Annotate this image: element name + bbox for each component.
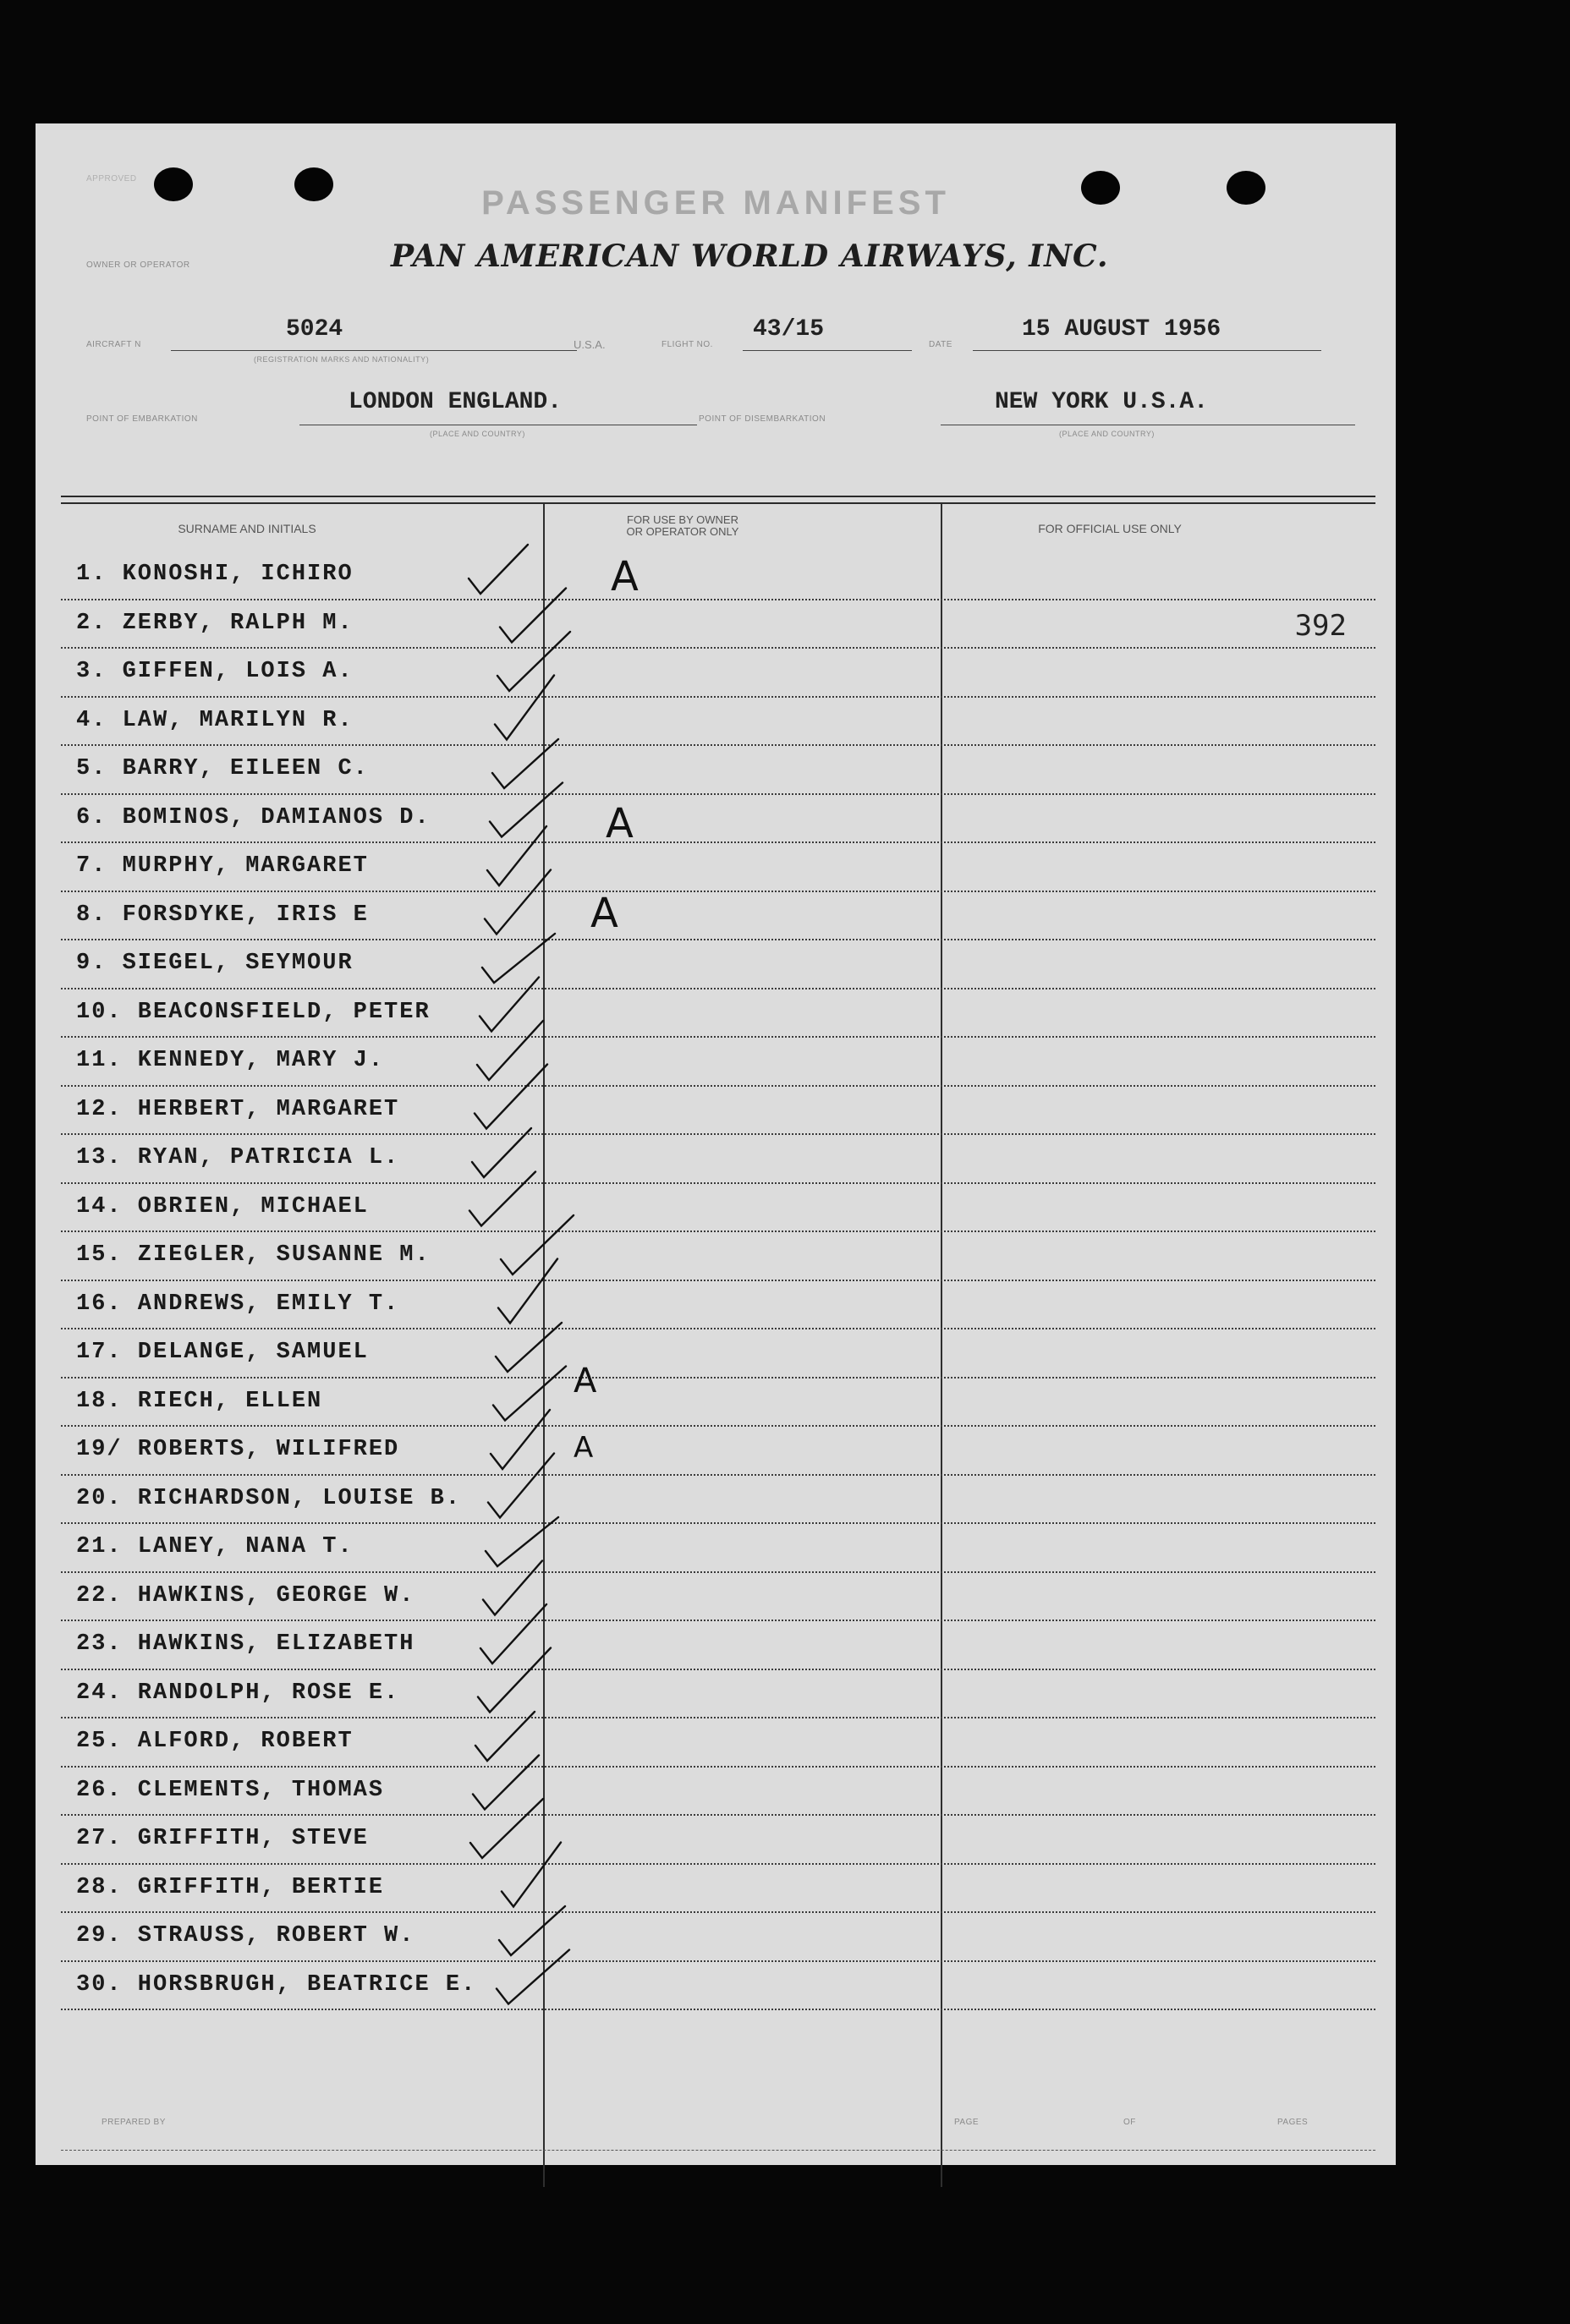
passenger-row: 10. BEACONSFIELD, PETER [76,999,431,1025]
passenger-row: 8. FORSDYKE, IRIS E [76,902,369,928]
handwritten-mark: A [606,800,634,847]
owner-label: OWNER OR OPERATOR [86,260,190,270]
prepared-by-label: PREPARED BY [102,2118,166,2127]
disembarkation-place: NEW YORK U.S.A. [995,389,1209,415]
check-mark [480,1604,546,1664]
date-label: DATE [929,340,952,349]
passenger-row: 12. HERBERT, MARGARET [76,1096,400,1122]
passenger-row: 24. RANDOLPH, ROSE E. [76,1680,400,1706]
embarkation-caption: (PLACE AND COUNTRY) [430,430,525,438]
flight-date: 15 AUGUST 1956 [1022,316,1221,343]
handwritten-mark: A [611,553,639,600]
check-mark [477,1021,543,1080]
official-column-header: FOR OFFICIAL USE ONLY [1038,522,1182,535]
passenger-row: 3. GIFFEN, LOIS A. [76,659,354,684]
passenger-row: 17. DELANGE, SAMUEL [76,1340,369,1365]
passenger-row: 23. HAWKINS, ELIZABETH [76,1631,415,1657]
passenger-row: 18. RIECH, ELLEN [76,1388,323,1414]
usa-label: U.S.A. [574,338,606,351]
disembarkation-caption: (PLACE AND COUNTRY) [1059,430,1155,438]
passenger-row: 4. LAW, MARILYN R. [76,707,354,733]
check-marks [36,123,1396,2165]
aircraft-number: 5024 [286,316,343,343]
passenger-row: 25. ALFORD, ROBERT [76,1729,354,1754]
passenger-row: 5. BARRY, EILEEN C. [76,756,369,781]
check-mark [500,589,566,643]
passenger-row: 6. BOMINOS, DAMIANOS D. [76,804,431,830]
check-mark [483,1561,542,1615]
passenger-row: 11. KENNEDY, MARY J. [76,1048,385,1073]
check-mark [493,1367,566,1421]
check-mark [469,545,528,594]
check-mark [470,1799,543,1858]
check-mark [480,978,539,1032]
handwritten-mark: A [590,890,618,937]
passenger-row: 14. OBRIEN, MICHAEL [76,1193,369,1220]
disembarkation-label: POINT OF DISEMBARKATION [699,414,826,424]
passenger-row: 13. RYAN, PATRICIA L. [76,1145,400,1170]
passenger-row: 7. MURPHY, MARGARET [76,853,369,879]
passenger-row: 2. ZERBY, RALPH M. [76,610,354,636]
check-mark [499,1906,565,1955]
handwritten-mark: A [574,1431,594,1465]
passenger-row: 20. RICHARDSON, LOUISE B. [76,1485,462,1511]
check-mark [492,739,558,788]
embarkation-label: POINT OF EMBARKATION [86,414,198,424]
check-mark [469,1172,535,1226]
passenger-row: 27. GRIFFITH, STEVE [76,1826,369,1851]
check-mark [497,632,570,691]
check-mark [497,1950,569,2004]
passenger-row: 28. GRIFFITH, BERTIE [76,1874,385,1900]
form-title: PASSENGER MANIFEST [481,184,950,222]
check-mark [490,783,563,837]
official-note: 392 [1294,609,1347,643]
passenger-row: 15. ZIEGLER, SUSANNE M. [76,1242,431,1268]
passenger-row: 21. LANEY, NANA T. [76,1534,354,1559]
check-mark [501,1215,574,1274]
registration-caption: (REGISTRATION MARKS AND NATIONALITY) [254,355,430,364]
passenger-row: 30. HORSBRUGH, BEATRICE E. [76,1971,477,1998]
embarkation-place: LONDON ENGLAND. [349,389,563,415]
aircraft-label: AIRCRAFT N [86,340,141,349]
check-mark [475,1712,535,1761]
owner-column-header-line2: OR OPERATOR ONLY [626,525,739,538]
passenger-row: 22. HAWKINS, GEORGE W. [76,1582,415,1609]
handwritten-mark: A [574,1362,597,1400]
manifest-sheet [36,123,1396,2165]
passenger-row: 1. KONOSHI, ICHIRO [76,562,354,587]
passenger-row: 26. CLEMENTS, THOMAS [76,1777,385,1803]
owner-column-header-line1: FOR USE BY OWNER [627,513,738,526]
flight-number: 43/15 [753,316,825,343]
page-label: PAGE [954,2118,980,2127]
approval-stamp: APPROVED [86,174,137,184]
of-label: OF [1123,2118,1136,2127]
check-mark [496,1323,562,1372]
passenger-row: 19/ ROBERTS, WILIFRED [76,1437,400,1462]
airline-name: PAN AMERICAN WORLD AIRWAYS, INC. [391,238,1109,274]
check-mark [472,1128,531,1177]
flight-label: FLIGHT NO. [661,340,713,349]
check-mark [502,1843,561,1907]
check-mark [491,1410,550,1469]
passenger-row: 29. STRAUSS, ROBERT W. [76,1923,415,1949]
check-mark [482,934,555,983]
passenger-row: 16. ANDREWS, EMILY T. [76,1291,400,1317]
surname-column-header: SURNAME AND INITIALS [178,522,316,535]
check-mark [473,1756,539,1810]
check-mark [487,826,546,885]
pages-label: PAGES [1277,2118,1309,2127]
check-mark [486,1517,558,1566]
passenger-row: 9. SIEGEL, SEYMOUR [76,951,354,976]
